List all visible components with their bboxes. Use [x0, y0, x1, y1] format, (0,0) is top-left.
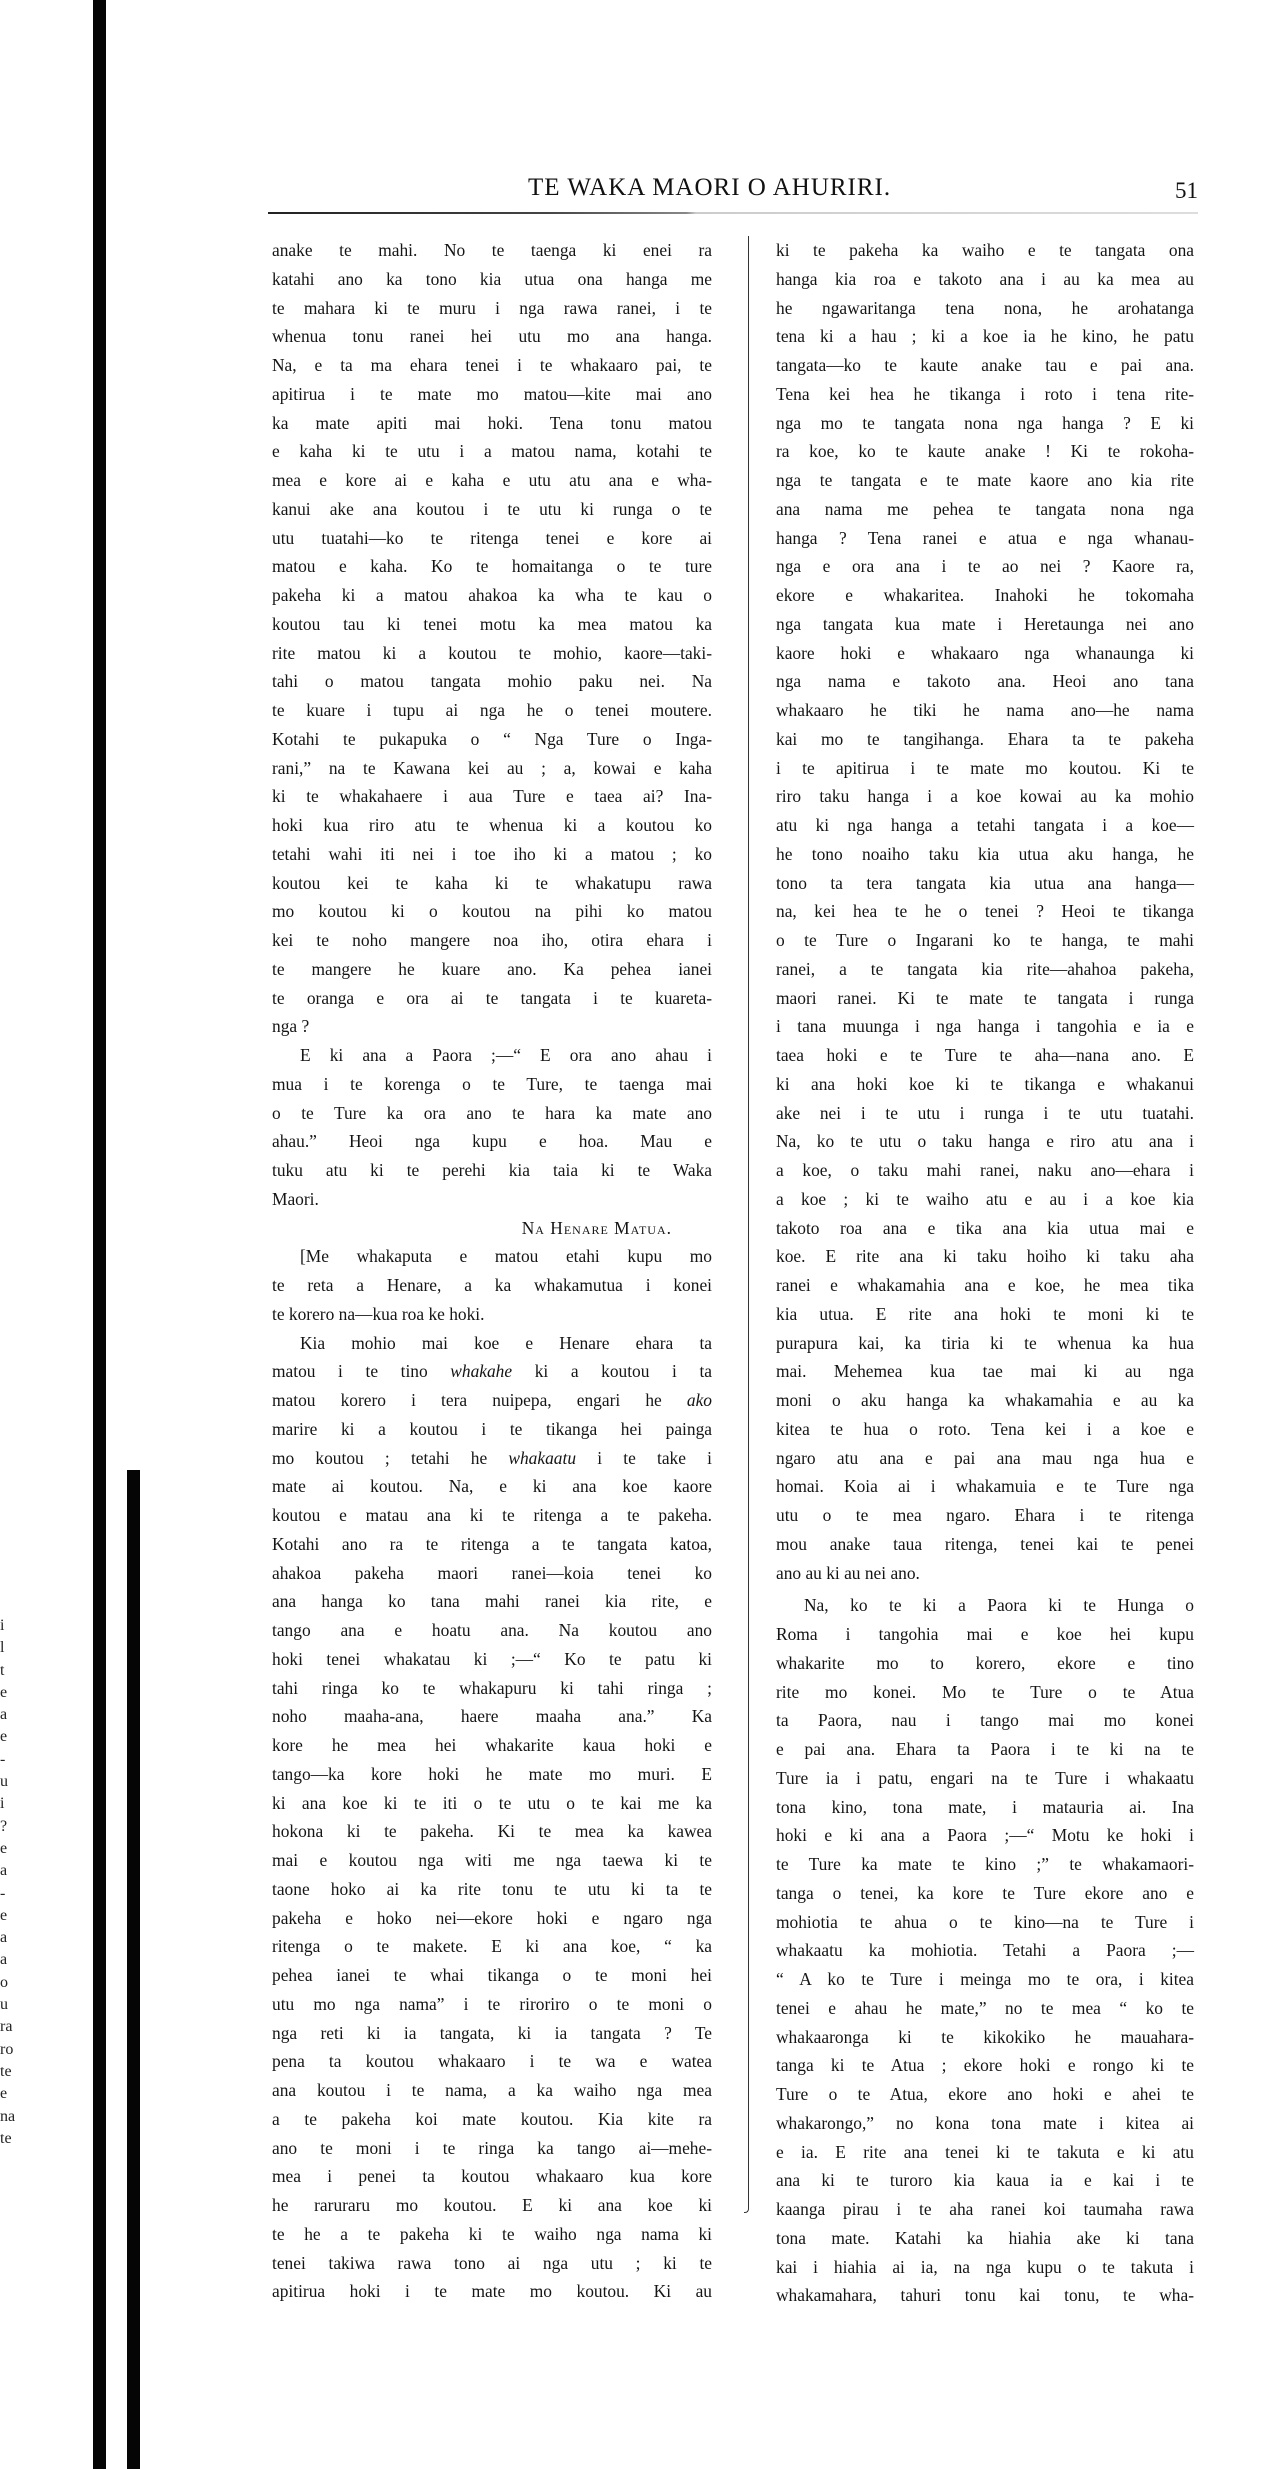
text-line: kanui ake ana koutou i te utu ki runga o te — [272, 498, 712, 519]
text-line: hoki kua riro atu te whenua ki a koutou ko — [272, 815, 712, 835]
text-line: whakarite mo to korero, ekore e tino — [776, 1652, 1194, 1673]
text-line: ra koe, ko te kaute anake ! Ki te rokoha- — [776, 441, 1194, 462]
emphasized-word: whakahe — [450, 1361, 513, 1382]
text-line: kore he mea hei whakarite kaua hoki e — [272, 1735, 712, 1755]
text-line: ki ana hoki koe ki te tikanga e whakanui — [776, 1073, 1194, 1094]
text-line: nga te tangata e te mate kaore ano kia rite — [776, 470, 1194, 490]
text-line: mate ai koutou. Na, e ki ana koe kaore — [272, 1476, 712, 1497]
text-line: nga ? — [272, 1016, 310, 1037]
margin-fragment: te — [0, 2129, 12, 2147]
margin-fragment: u — [0, 1773, 8, 1791]
text-line: ranei e whakamahia ana e koe, he mea tika — [776, 1275, 1194, 1295]
text-line: noho maaha-ana, haere maaha ana.” Ka — [272, 1706, 712, 1727]
text-line: hanga ? Tena ranei e atua e nga whanau- — [776, 527, 1194, 548]
margin-fragment: te — [0, 2062, 12, 2080]
text-line: atu ki nga hanga a tetahi tangata i a koe— — [776, 815, 1194, 835]
text-line: ki te whakahaere i aua Ture e taea ai? Ina- — [272, 786, 712, 807]
margin-fragment: a — [0, 1929, 8, 1947]
text-line: whakamahara, tahuri tonu kai tonu, te wha- — [776, 2285, 1194, 2306]
header-rule — [268, 212, 1198, 214]
text-line: taone hoko ai ka rite tonu te utu ki ta te — [272, 1878, 712, 1899]
text-line: maori ranei. Ki te mate te tangata i runga — [776, 987, 1194, 1008]
text-line: te Ture ka mate te kino ;” te whakamaori- — [776, 1854, 1194, 1874]
text-line: kia utua. E rite ana hoki te moni ki te — [776, 1303, 1194, 1324]
text-line: nga reti ki ia tangata, ki ia tangata ? Te — [272, 2022, 712, 2043]
text-line: a koe ; ki te waiho atu e au i a koe kia — [776, 1188, 1194, 1209]
text-line: riro taku hanga i a koe kowai au ka mohio — [776, 786, 1194, 807]
text-line: ahakoa pakeha maori ranei—koia tenei ko — [272, 1562, 712, 1583]
text-line: mua i te korenga o te Ture, te taenga mai — [272, 1073, 712, 1094]
text-line: rani,” na te Kawana kei au ; a, kowai e kaha — [272, 757, 712, 778]
text-line: Kotahi te pukapuka o “ Nga Ture o Inga- — [272, 728, 712, 749]
emphasized-word: ako — [686, 1390, 712, 1410]
text-line: ahau.” Heoi nga kupu e hoa. Mau e — [272, 1131, 712, 1152]
text-line: ranei, a te tangata kia rite—ahahoa pakeha, — [776, 958, 1194, 979]
text-line: mo koutou ; tetahi he whakaatu i te take i — [272, 1447, 712, 1468]
text-line: ana nama me pehea te tangata nona nga — [776, 498, 1194, 519]
margin-fragment: i — [0, 1795, 5, 1813]
column-divider-end — [744, 2200, 749, 2213]
text-line: tango—ka kore hoki he mate mo muri. E — [272, 1763, 712, 1784]
text-line: rite mo konei. Mo te Ture o te Atua — [776, 1681, 1194, 1702]
text-line: pena ta koutou whakaaro i te wa e watea — [272, 2051, 712, 2072]
text-line: tenei e ahau he mate,” no te mea “ ko te — [776, 1997, 1194, 2018]
text-line: tona mate. Katahi ka hiahia ake ki tana — [776, 2227, 1194, 2248]
text-line: pakeha e hoko nei—ekore hoki e ngaro nga — [272, 1907, 712, 1928]
text-line: ana hanga ko tana mahi ranei kia rite, e — [272, 1591, 712, 1612]
text-line: Ture o te Atua, ekore ano hoki e ahei te — [776, 2084, 1194, 2104]
text-line: [Me whakaputa e matou etahi kupu mo — [300, 1246, 712, 1267]
text-line: hoki tenei whakatau ki ;—“ Ko te patu ki — [272, 1648, 712, 1669]
text-line: koutou kei te kaha ki te whakatupu rawa — [272, 872, 712, 893]
text-line: matou korero i tera nuipepa, engari he ako — [272, 1390, 712, 1410]
margin-fragment: e — [0, 1683, 8, 1701]
page-binding-shadow-lower — [127, 1470, 140, 2469]
text-line: i tana muunga i nga hanga i tangohia e ia e — [776, 1016, 1194, 1037]
text-line: mo koutou ki o koutou na pihi ko matou — [272, 901, 712, 922]
text-line: Na, ko te utu o taku hanga e riro atu ana i — [776, 1131, 1194, 1152]
text-line: Ture ia i patu, engari na te Ture i whakaatu — [776, 1767, 1194, 1788]
text-line: whakaatu ka mohiotia. Tetahi a Paora ;— — [776, 1940, 1194, 1961]
text-line: ana ki te turoro kia kaua ia e kai i te — [776, 2170, 1194, 2191]
text-line: ana koutou i te nama, a ka waiho nga mea — [272, 2080, 712, 2100]
text-line: nga tangata kua mate i Heretaunga nei ano — [776, 613, 1194, 634]
text-line: tango ana e hoatu ana. Na koutou ano — [272, 1620, 712, 1640]
text-line: tenei takiwa rawa tono ai nga utu ; ki te — [272, 2252, 712, 2273]
text-line: Roma i tangohia mai e koe hei kupu — [776, 1624, 1194, 1644]
text-line: te mahara ki te muru i nga rawa ranei, i te — [272, 297, 712, 318]
text-line: nga nama e takoto ana. Heoi ano tana — [776, 671, 1194, 692]
text-line: e ia. E rite ana tenei ki te takuta e ki atu — [776, 2141, 1194, 2162]
text-line: taea hoki e te Ture te aha—nana ano. E — [776, 1045, 1194, 1065]
text-line: Tena kei hea he tikanga i roto i tena rite- — [776, 383, 1194, 404]
text-line: pehea ianei te whai tikanga o te moni hei — [272, 1965, 712, 1985]
text-line: o te Ture o Ingarani ko te hanga, te mahi — [776, 930, 1194, 950]
previous-page-text-fragments — [0, 1615, 24, 2150]
text-line: tona kino, tona mate, i matauria ai. Ina — [776, 1796, 1194, 1817]
margin-fragment: u — [0, 1996, 8, 2014]
text-line: ki te pakeha ka waiho e te tangata ona — [776, 240, 1194, 260]
text-line: kaanga pirau i te aha ranei koi taumaha rawa — [776, 2199, 1194, 2219]
margin-fragment: o — [0, 1973, 8, 1991]
text-line: mea e kore ai e kaha e utu atu ana e wha- — [272, 470, 712, 490]
text-line: kaore hoki e whakaaro nga whanaunga ki — [776, 642, 1194, 663]
text-line: tahi o matou tangata mohio paku nei. Na — [272, 671, 712, 692]
margin-fragment: e — [0, 1839, 8, 1857]
text-line: “ A ko te Ture i meinga mo te ora, i kitea — [776, 1969, 1194, 1989]
margin-fragment: a — [0, 1951, 8, 1969]
text-line: he ngawaritanga tena nona, he arohatanga — [776, 297, 1194, 318]
margin-fragment: a — [0, 1706, 8, 1724]
text-line: whakaaro he tiki he nama ano—he nama — [776, 700, 1194, 720]
text-line: Na, ko te ki a Paora ki te Hunga o — [804, 1595, 1194, 1616]
text-line: te kuare i tupu ai nga he o tenei moutere. — [272, 700, 712, 720]
text-line: Kotahi ano ra te ritenga a te tangata katoa, — [272, 1533, 712, 1554]
text-line: apitirua hoki i te mate mo koutou. Ki au — [272, 2281, 712, 2302]
text-line: whakaaronga ki te kikokiko he mauahara- — [776, 2026, 1194, 2047]
text-line: mai. Mehemea kua tae mai ki au nga — [776, 1361, 1194, 1382]
text-line: koutou e matau ana ki te ritenga a te pakeha. — [272, 1505, 712, 1525]
text-line: kai i hiahia ai ia, na nga kupu o te takuta i — [776, 2256, 1194, 2277]
text-line: whenua tonu ranei hei utu mo ana hanga. — [272, 326, 712, 347]
margin-fragment: - — [0, 1750, 6, 1768]
text-line: ano au ki au nei ano. — [776, 1562, 920, 1583]
text-line: tono ta tera tangata kia utua ana hanga— — [776, 872, 1194, 893]
text-line: anake te mahi. No te taenga ki enei ra — [272, 240, 712, 260]
text-line: o te Ture ka ora ano te hara ka mate ano — [272, 1102, 712, 1123]
margin-fragment: t — [0, 1661, 5, 1679]
text-line: e pai ana. Ehara ta Paora i te ki na te — [776, 1739, 1194, 1759]
text-line: ka mate apiti mai hoki. Tena tonu matou — [272, 412, 712, 433]
text-line: ritenga o te makete. E ki ana koe, “ ka — [272, 1936, 712, 1957]
text-line: ki ana koe ki te iti o te utu o te kai me ka — [272, 1792, 712, 1813]
right-text-column — [776, 236, 1194, 2310]
text-line: na, kei hea te he o tenei ? Heoi te tikanga — [776, 901, 1194, 922]
margin-fragment: ra — [0, 2018, 13, 2036]
text-line: a koe, o taku mahi ranei, naku ano—ehara i — [776, 1160, 1194, 1180]
text-line: Na, e ta ma ehara tenei i te whakaaro pai, te — [272, 355, 712, 375]
text-line: koe. E rite ana ki taku hoiho ki taku aha — [776, 1246, 1194, 1267]
text-line: utu mo nga nama” i te riroriro o te moni o — [272, 1993, 712, 2014]
text-line: matou e kaha. Ko te homaitanga o te ture — [272, 556, 712, 577]
margin-fragment: ro — [0, 2040, 14, 2058]
margin-fragment: e — [0, 1728, 8, 1746]
text-line: rite matou ki a koutou te mohio, kaore—taki- — [272, 642, 712, 663]
text-line: tanga o tenei, ka kore te Ture ekore ano e — [776, 1882, 1194, 1903]
text-line: te he a te pakeha ki te waiho nga nama ki — [272, 2223, 712, 2244]
text-line: whakarongo,” no kona tona mate i kitea ai — [776, 2112, 1194, 2133]
text-line: kai mo te tangihanga. Ehara ta te pakeha — [776, 728, 1194, 749]
text-line: purapura kai, ka tiria ki te whenua ka hua — [776, 1332, 1194, 1353]
text-line: te korero na—kua roa ke hoki. — [272, 1303, 485, 1324]
text-line: nga e ora ana i te ao nei ? Kaore ra, — [776, 556, 1194, 577]
text-line: nga mo te tangata nona nga hanga ? E ki — [776, 412, 1194, 433]
text-line: pakeha ki a matou ahakoa ka wha te kau o — [272, 585, 712, 605]
text-line: hoki e ki ana a Paora ;—“ Motu ke hoki i — [776, 1825, 1194, 1846]
text-line: i te apitirua i te mate mo koutou. Ki te — [776, 757, 1194, 778]
text-line: katahi ano ka tono kia utua ona hanga me — [272, 268, 712, 289]
text-line: marire ki a koutou i te tikanga hei painga — [272, 1418, 712, 1439]
text-line: Kia mohio mai koe e Henare ehara ta — [300, 1332, 712, 1353]
text-line: a te pakeha koi mate koutou. Kia kite ra — [272, 2108, 712, 2129]
text-line: ta Paora, nau i tango mai mo konei — [776, 1710, 1194, 1731]
text-line: e kaha ki te utu i a matou nama, kotahi te — [272, 441, 712, 462]
text-line: mou anake taua ritenga, tenei kai te penei — [776, 1533, 1194, 1554]
text-line: moni o aku hanga ka whakamahia e au ka — [776, 1390, 1194, 1410]
text-line: koutou tau ki tenei motu ka mea matou ka — [272, 613, 712, 634]
margin-fragment: e — [0, 1906, 8, 1924]
text-line: mai e koutou nga witi me nga taewa ki te — [272, 1850, 712, 1870]
text-line: tahi ringa ko te whakapuru ki tahi ringa ; — [272, 1677, 712, 1698]
text-line: ngaro atu ana e pai ana mau nga hua e — [776, 1447, 1194, 1468]
text-line: te oranga e ora ai te tangata i te kuareta- — [272, 987, 712, 1008]
text-line: mohiotia te ahua o te kino—na te Ture i — [776, 1911, 1194, 1932]
running-header — [268, 170, 1198, 206]
text-line: tetahi wahi iti nei i toe iho ki a matou ; ko — [272, 843, 712, 864]
page-number: 51 — [1175, 178, 1198, 203]
text-line: apitirua i te mate mo matou—kite mai ano — [272, 383, 712, 404]
text-line: tanga ki te Atua ; ekore hoki e rongo ki te — [776, 2055, 1194, 2076]
text-line: hokona ki te pakeha. Ki te mea ka kawea — [272, 1821, 712, 1842]
text-line: te mangere he kuare ano. Ka pehea ianei — [272, 958, 712, 979]
text-line: tuku atu ki te perehi kia taia ki te Waka — [272, 1160, 712, 1180]
text-line: E ki ana a Paora ;—“ E ora ano ahau i — [300, 1045, 712, 1065]
text-line: Maori. — [272, 1188, 319, 1209]
text-line: utu tuatahi—ko te ritenga tenei e kore ai — [272, 527, 712, 548]
page-binding-shadow — [93, 0, 106, 2469]
margin-fragment: l — [0, 1639, 5, 1657]
text-line: ake nei i te utu i runga i te utu tuatahi. — [776, 1102, 1194, 1123]
text-line: matou i te tino whakahe ki a koutou i ta — [272, 1361, 712, 1382]
margin-fragment: na — [0, 2107, 16, 2125]
margin-fragment: a — [0, 1862, 8, 1880]
text-line: tangata—ko te kaute anake tau e pai ana. — [776, 355, 1194, 375]
emphasized-word: whakaatu — [508, 1447, 577, 1468]
text-line: ekore e whakaritea. Inahoki he tokomaha — [776, 585, 1194, 605]
text-line: te reta a Henare, a ka whakamutua i konei — [272, 1275, 712, 1295]
text-line: mea i penei ta koutou whakaaro kua kore — [272, 2166, 712, 2187]
text-line: homai. Koia ai i whakamuia e te Ture nga — [776, 1476, 1194, 1497]
text-line: he raruraru mo koutou. E ki ana koe ki — [272, 2195, 712, 2215]
newspaper-title: TE WAKA MAORI O AHURIRI. — [528, 174, 892, 201]
text-line: ano te moni i te ringa ka tango ai—mehe- — [272, 2137, 712, 2158]
column-divider — [748, 236, 749, 2206]
left-text-column — [272, 236, 712, 2306]
signature-line: Na Henare Matua. — [521, 1217, 672, 1238]
margin-fragment: i — [0, 1617, 5, 1634]
margin-fragment: e — [0, 2085, 8, 2103]
text-line: he tono noaiho taku kia utua aku hanga, he — [776, 843, 1194, 864]
text-line: tena ki a hau ; ki a koe ia he kino, he patu — [776, 326, 1194, 347]
margin-fragment: - — [0, 1884, 6, 1902]
margin-fragment: ? — [0, 1817, 8, 1835]
text-line: hanga kia roa e takoto ana i au ka mea au — [776, 268, 1194, 289]
text-line: takoto roa ana e tika ana kia utua mai e — [776, 1217, 1194, 1238]
text-line: utu o te mea ngaro. Ehara i te ritenga — [776, 1505, 1194, 1525]
text-line: kei te noho mangere noa iho, otira ehara i — [272, 930, 712, 950]
text-line: kitea te hua o roto. Tena kei i a koe e — [776, 1418, 1194, 1439]
